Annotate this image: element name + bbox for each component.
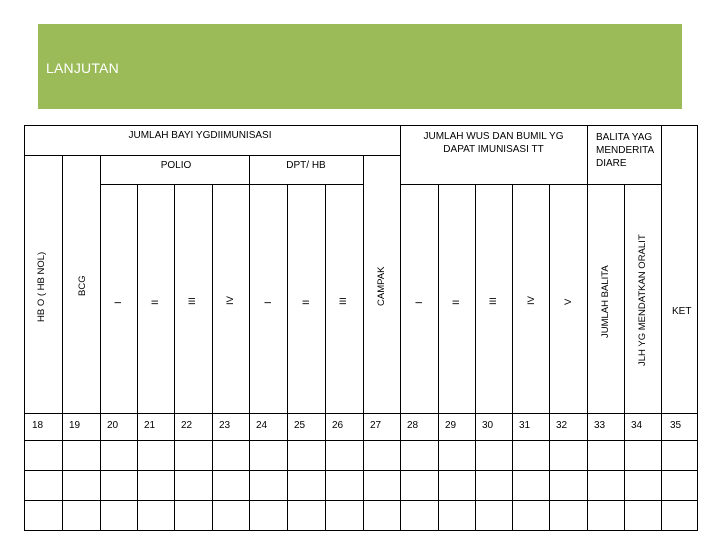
- col-polio-2: II: [150, 299, 161, 305]
- col-polio-3: III: [187, 297, 198, 305]
- col-number-32: 32: [556, 420, 568, 431]
- col-number-23: 23: [219, 420, 231, 431]
- col-number-19: 19: [69, 420, 81, 431]
- col-number-29: 29: [445, 420, 457, 431]
- banner-title: LANJUTAN: [46, 60, 119, 76]
- header-balita-line2: MENDERITA: [596, 145, 655, 156]
- header-balita-line1: BALITA YAG: [596, 132, 653, 143]
- header-wus-line1: JUMLAH WUS DAN BUMIL YG: [423, 131, 564, 142]
- header-balita-line3: DIARE: [596, 158, 627, 169]
- header-jumlah-bayi: JUMLAH BAYI YGDIIMUNISASI: [128, 130, 272, 141]
- col-number-33: 33: [594, 420, 606, 431]
- col-dpt-1: I: [263, 301, 274, 304]
- col-number-34: 34: [631, 420, 643, 431]
- header-dpt-hb: DPT/ HB: [286, 160, 326, 171]
- col-bcg: BCG: [77, 275, 88, 296]
- col-polio-4: IV: [225, 296, 236, 305]
- header-wus-line2: DAPAT IMUNISASI TT: [443, 144, 544, 155]
- col-number-35: 35: [670, 420, 682, 431]
- col-tt-2: II: [451, 299, 462, 305]
- col-number-31: 31: [519, 420, 531, 431]
- col-tt-4: IV: [526, 296, 537, 305]
- col-number-28: 28: [407, 420, 419, 431]
- col-tt-1: I: [414, 301, 425, 304]
- col-number-27: 27: [370, 420, 382, 431]
- col-number-22: 22: [181, 420, 193, 431]
- col-number-25: 25: [294, 420, 306, 431]
- col-jumlah-balita: JUMLAH BALITA: [600, 265, 611, 338]
- col-jlh-oralit: JLH YG MENDATKAN ORALIT: [637, 234, 648, 366]
- col-number-18: 18: [32, 420, 44, 431]
- col-tt-5: V: [563, 298, 574, 305]
- col-tt-3: III: [488, 297, 499, 305]
- col-polio-1: I: [113, 301, 124, 304]
- col-number-30: 30: [482, 420, 494, 431]
- col-campak: CAMPAK: [376, 266, 387, 306]
- header-polio: POLIO: [160, 160, 192, 171]
- col-number-26: 26: [332, 420, 344, 431]
- col-ket: KET: [672, 306, 692, 317]
- col-number-21: 21: [144, 420, 156, 431]
- col-number-24: 24: [256, 420, 268, 431]
- col-hb0: HB O ( HB NOL): [36, 251, 47, 322]
- col-dpt-3: III: [338, 297, 349, 305]
- col-number-20: 20: [107, 420, 119, 431]
- col-dpt-2: II: [301, 299, 312, 305]
